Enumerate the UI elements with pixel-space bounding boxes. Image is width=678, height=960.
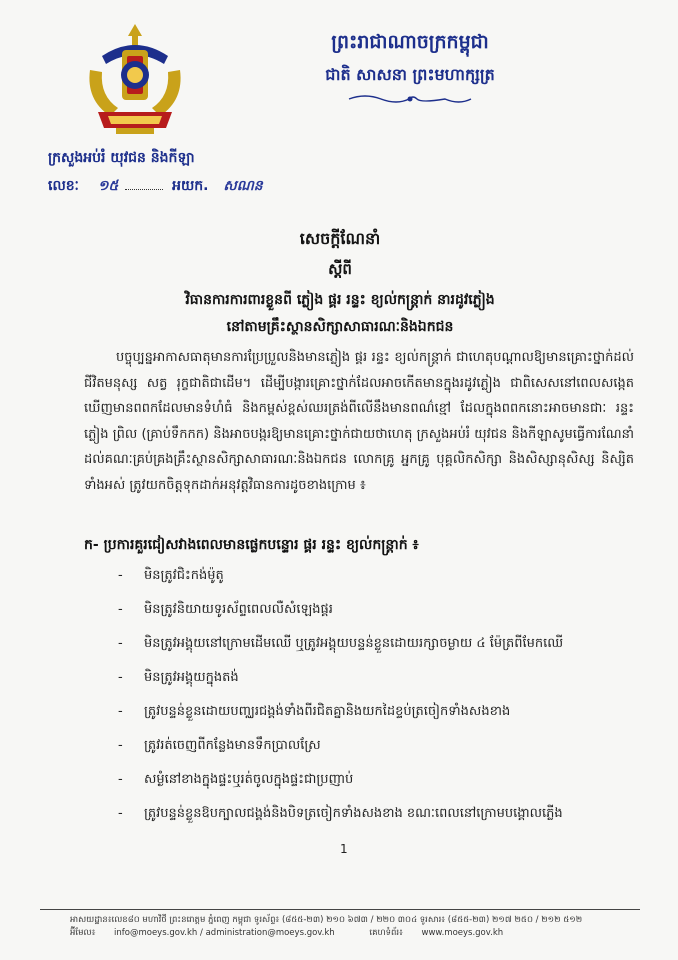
reference-number: ១៥ xyxy=(97,178,119,194)
footer-website-link[interactable]: www.moeys.gov.kh xyxy=(421,928,504,938)
reference-code-suffix: សណន xyxy=(223,178,263,194)
list-item: - មិនត្រូវនិយាយទូរស័ព្ទពេលលឺសំឡេងផ្គរ xyxy=(118,602,333,617)
list-item: - ត្រូវបន្ទន់ខ្លួនដោយបញ្ឈរជង្គង់ទាំងពីរជិតគ្នានិងយកដៃខ្ទប់ត្រចៀកទាំងសងខាង xyxy=(118,704,511,719)
website-label: គេហទំព័រ៖ xyxy=(369,928,403,938)
email-label: អ៊ីមែល៖ xyxy=(70,928,96,938)
national-motto: ជាតិ សាសនា ព្រះមហាក្សត្រ xyxy=(325,65,495,84)
document-title xyxy=(80,228,600,338)
list-item: - ត្រូវរត់ចេញពីកន្លែងមានទឹកប្រាលស្រែ xyxy=(118,738,321,753)
title-line-3: វិធានការការពារខ្លួនពី ភ្លៀង ផ្គរ រន្ទះ ខ្យល់កន្ត្រាក់ នារដូវភ្លៀង xyxy=(185,292,495,308)
title-line-1: សេចក្តីណែនាំ xyxy=(299,229,381,248)
reference-line xyxy=(48,176,263,197)
list-item: - សម្ងំនៅខាងក្នុងផ្ទះឬរត់ចូលក្នុងផ្ទះជាប្រញាប់ xyxy=(118,772,354,787)
reference-label: លេខៈ xyxy=(48,178,79,194)
page-number: 1 xyxy=(340,842,348,856)
body-paragraph-text: បច្ចុប្បន្នអាកាសធាតុមានការប្រែប្រួលនិងមានភ្លៀង ផ្គរ រន្ទះ ខ្យល់កន្ត្រាក់ ជាហេតុបណ្តាលឱ្យមានគ្រោះថ្នាក់ដល់ជីវិតមនុស្ស សត្វ រុក្ខជាតិជាដើម។ ដើម្បីបង្ការគ្រោះថ្នាក់ដែលអាចកើតមានក្នុងរដូវភ្លៀង ជាពិសេសនៅពេលសង្កេតឃើញមានពពកដែលមានទំហំធំ និងកម្ពស់ខ្ពស់ឈរត្រង់ពីលើនឹងមានពណ៌ខ្មៅ ដែលក្នុងពពកនោះអាចមានជាៈ រន្ទះ ភ្លៀង ព្រិល (គ្រាប់ទឹកកក) និងអាចបង្ករឱ្យមានគ្រោះថ្នាក់ជាយថាហេតុ ក្រសួងអប់រំ យុវជន និងកីឡាសូមធ្វើការណែនាំដល់គណៈគ្រប់គ្រងគ្រឹះស្ថានសិក្សាសាធារណៈនិងឯកជន លោកគ្រូ អ្នកគ្រូ បុគ្គលិកសិក្សា និងសិស្សានុសិស្ស និស្សិតទាំងអស់ ត្រូវយកចិត្តទុកដាក់អនុវត្តវិធានការដូចខាងក្រោម ៖ xyxy=(84,350,634,493)
list-item: - ត្រូវបន្ទន់ខ្លួនឱបក្បាលជង្គង់និងបិទត្រចៀកទាំងសងខាង ខណៈពេលនៅក្រោមបង្គោលភ្លើង xyxy=(118,806,563,821)
footer xyxy=(70,914,660,940)
ministry-name: ក្រសួងអប់រំ យុវជន និងកីឡា xyxy=(48,150,195,166)
reference-code: អយក. xyxy=(172,178,209,194)
list-item: - មិនត្រូវជិះកង់ម៉ូតូ xyxy=(118,568,224,583)
title-line-2: ស្តីពី xyxy=(328,260,352,278)
reference-dotted-line xyxy=(125,189,163,190)
guideline-list xyxy=(118,563,638,835)
footer-address: អាសយដ្ឋាន៖លេខ៨០ មហាវិថី ព្រះនរោត្តម ភ្នំពេញ កម្ពុជា ទូរស័ព្ទ៖ (៨៥៥-២៣) ២១០ ៦៧៣ / ២២០ ៣០៤ ទូរសារ៖ (៨៥៥-២៣) ២១៧ ២៥០ / ២១២ ៥១២ xyxy=(70,915,583,925)
title-line-4: នៅតាមគ្រឹះស្ថានសិក្សាសាធារណៈនិងឯកជន xyxy=(226,319,454,335)
body-paragraph xyxy=(84,345,634,499)
list-item: - មិនត្រូវអង្គុយក្នុងតង់ xyxy=(118,670,239,685)
kingdom-name: ព្រះរាជាណាចក្រកម្ពុជា xyxy=(331,31,489,53)
ministry-emblem-icon xyxy=(80,20,190,138)
national-header xyxy=(200,30,620,106)
list-item: - មិនត្រូវអង្គុយនៅក្រោមដើមឈើ ឬត្រូវអង្គុយបន្ទន់ខ្លួនដោយរក្សាចម្ងាយ ៤ ម៉ែត្រពីមែកឈើ xyxy=(118,636,564,651)
footer-email[interactable]: info@moeys.gov.kh / administration@moeys.gov.kh xyxy=(114,928,335,938)
section-heading: ក- ប្រការគួរជៀសវាងពេលមានផ្លេកបន្ទោរ ផ្គរ រន្ទះ ខ្យល់កន្ត្រាក់ ៖ xyxy=(84,537,419,553)
footer-divider xyxy=(40,909,640,910)
flourish-ornament-icon xyxy=(345,92,475,106)
